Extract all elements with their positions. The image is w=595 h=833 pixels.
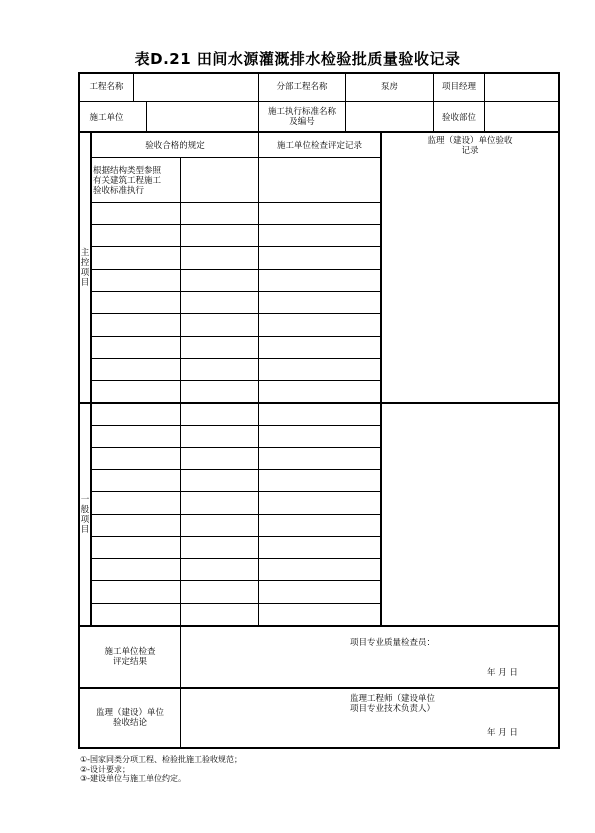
- main-row-line-9: [92, 380, 382, 381]
- column-header-rule: [90, 157, 380, 158]
- construction-result-label-line2: 评定结果: [112, 657, 147, 667]
- general-row-line-8: [92, 580, 382, 581]
- supervision-conclusion-label-line1: 监理（建设）单位: [95, 708, 164, 718]
- main-items-label: 主 控 项 目: [80, 248, 90, 288]
- standard-label-line2: 及编号: [289, 117, 315, 127]
- main-spec-line-3: 验收标准执行: [93, 186, 145, 196]
- supervision-conclusion-date: 年 月 日: [487, 728, 518, 738]
- quality-inspector-label: 项目专业质量检查员：: [350, 638, 436, 648]
- column-header-supervision-line1: 监理（建设）单位验收: [427, 136, 513, 146]
- main-row-line-5: [92, 291, 382, 292]
- header-vline-6: [146, 102, 147, 132]
- construction-result-date: 年 月 日: [487, 668, 518, 678]
- page-title: 表D.21 田间水源灌溉排水检验批质量验收记录: [134, 50, 461, 68]
- table-border-top: [78, 72, 560, 74]
- main-general-separator: [78, 402, 560, 404]
- supervisor-signer-line2: 项目专业技术负责人）: [350, 704, 436, 714]
- column-header-spec: 验收合格的规定: [145, 141, 205, 151]
- column-header-supervision-line2: 记录: [461, 146, 479, 156]
- main-row-line-7: [92, 336, 382, 337]
- construction-result-label-line1: 施工单位检查: [104, 647, 156, 657]
- footnote-2: ②-设计要求；: [80, 764, 131, 774]
- general-row-line-1: [92, 425, 382, 426]
- main-spec-line-1: 根据结构类型参照: [93, 166, 162, 176]
- construction-unit-label: 施工单位: [89, 113, 124, 123]
- main-row-line-4: [92, 269, 382, 270]
- header-vline-1: [133, 72, 134, 102]
- general-row-line-5: [92, 514, 382, 515]
- main-row-line-6: [92, 313, 382, 314]
- sub-project-label: 分部工程名称: [276, 82, 328, 92]
- table-border-bottom: [78, 747, 560, 749]
- sub-project-value[interactable]: 泵房: [380, 82, 398, 92]
- footnotes: [80, 755, 242, 784]
- result-section-top: [78, 625, 560, 627]
- general-row-line-9: [92, 603, 382, 604]
- result-section-divider: [78, 687, 560, 689]
- project-name-label: 工程名称: [89, 82, 124, 92]
- footnote-3: ③-建设单位与施工单位约定。: [80, 774, 187, 783]
- main-row-line-3: [92, 246, 382, 247]
- acceptance-part-label: 验收部位: [441, 113, 476, 123]
- general-row-line-2: [92, 447, 382, 448]
- header-vline-7: [345, 102, 346, 132]
- main-row-line-8: [92, 358, 382, 359]
- main-spec-line-2: 有关建筑工程施工: [93, 176, 162, 186]
- header-rule-1: [78, 101, 560, 102]
- supervisor-signer-line1: 监理工程师（建设单位: [350, 694, 436, 704]
- project-manager-label: 项目经理: [441, 82, 476, 92]
- main-row-line-2: [92, 224, 382, 225]
- general-row-line-4: [92, 491, 382, 492]
- supervision-conclusion-label-line2: 验收结论: [112, 718, 147, 728]
- column-header-self-check: 施工单位检查评定记录: [276, 141, 362, 151]
- footnote-1: ①-国家同类分项工程、检验批施工验收规范；: [80, 755, 243, 764]
- general-items-label: 一 般 项 目: [80, 495, 90, 535]
- general-row-line-7: [92, 558, 382, 559]
- table-border-right: [558, 72, 560, 749]
- spec-column-divider: [180, 158, 181, 626]
- general-row-line-6: [92, 536, 382, 537]
- header-rule-2: [78, 131, 560, 133]
- result-label-divider: [180, 625, 181, 748]
- standard-label-line1: 施工执行标准名称: [267, 107, 336, 117]
- main-row-line-1: [92, 202, 382, 203]
- header-vline-5: [484, 72, 485, 133]
- general-row-line-3: [92, 469, 382, 470]
